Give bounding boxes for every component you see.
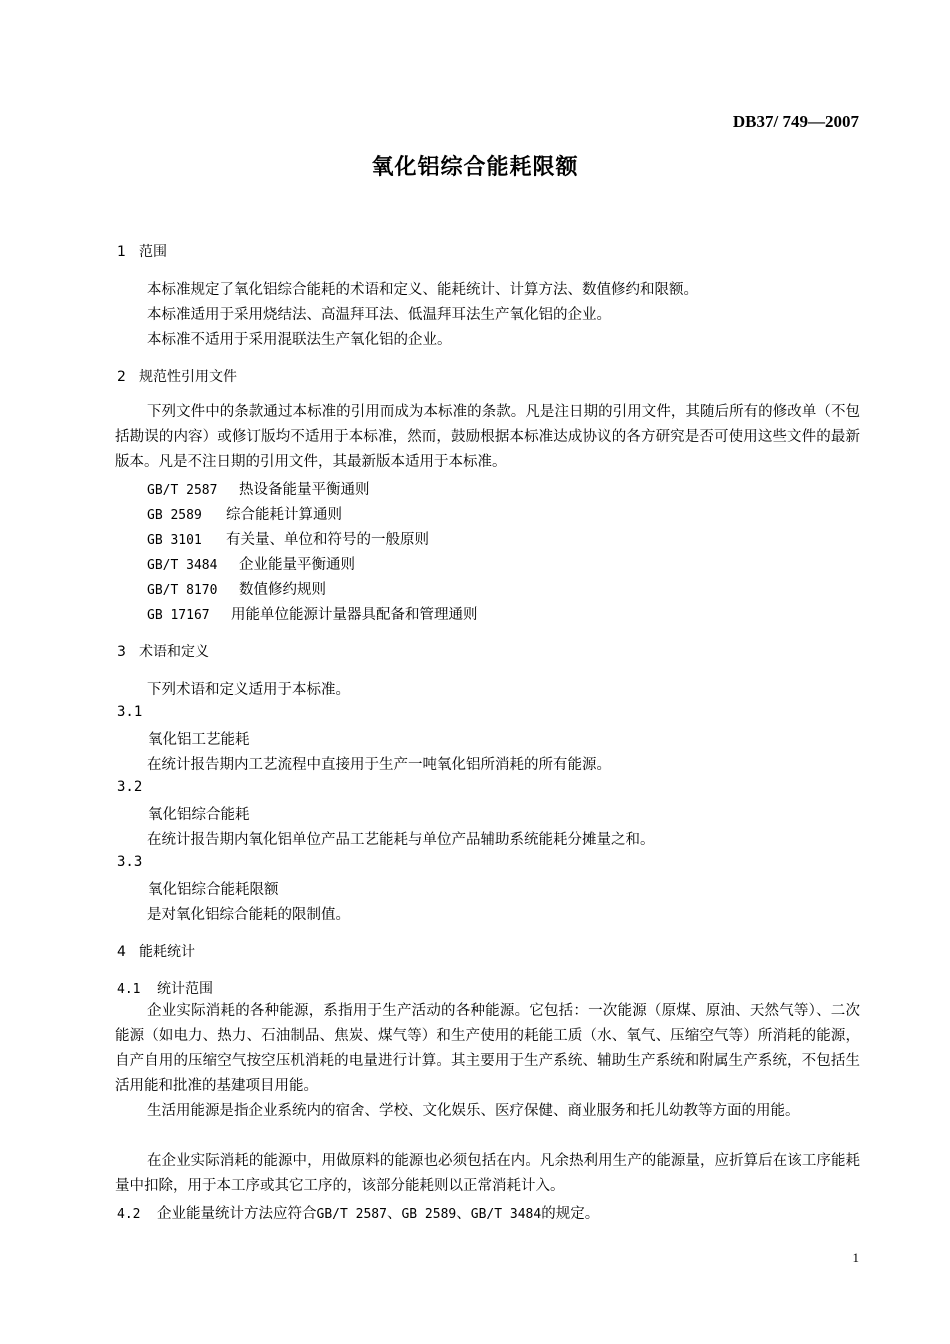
term-definition: 是对氧化铝综合能耗的限制值。	[147, 907, 350, 923]
term-name: 氧化铝综合能耗	[148, 807, 250, 823]
reference-code: GB 3101	[147, 533, 202, 548]
clause-number: 3.3	[117, 854, 143, 870]
section-title: 范围	[139, 244, 167, 260]
section-number: 1	[117, 244, 126, 260]
reference-name: 数值修约规则	[239, 582, 326, 598]
term-name: 氧化铝综合能耗限额	[148, 882, 279, 898]
subsection-4-1-paragraph-2: 生活用能源是指企业系统内的宿舍、学校、文化娱乐、医疗保健、商业服务和托儿幼教等方面的用能。	[147, 1103, 800, 1119]
term-definition: 在统计报告期内氧化铝单位产品工艺能耗与单位产品辅助系统能耗分摊量之和。	[147, 832, 655, 848]
reference-item	[147, 528, 429, 549]
reference-item	[147, 603, 478, 624]
separator: 、	[386, 1206, 402, 1222]
reference-item	[147, 553, 355, 574]
subsection-number: 4.2	[117, 1207, 141, 1222]
term-definition: 在统计报告期内工艺流程中直接用于生产一吨氧化铝所消耗的所有能源。	[147, 757, 611, 773]
reference-item	[147, 578, 326, 599]
section-1-heading	[117, 241, 167, 261]
subsection-number: 4.1	[117, 982, 141, 997]
clause-number: 3.1	[117, 704, 143, 720]
subsection-title: 统计范围	[157, 981, 213, 997]
reference-code: GB/T 3484	[470, 1207, 542, 1222]
subsection-4-2-text: 企业能量统计方法应符合	[157, 1206, 317, 1222]
standard-code: DB37/ 749—2007	[732, 112, 859, 131]
section-3-intro: 下列术语和定义适用于本标准。	[147, 682, 350, 698]
reference-name: 有关量、单位和符号的一般原则	[226, 532, 429, 548]
section-title: 能耗统计	[139, 944, 195, 960]
subsection-4-1-heading	[117, 978, 213, 998]
section-number: 3	[117, 644, 126, 660]
subsection-4-1-paragraph-1: 企业实际消耗的各种能源，系指用于生产活动的各种能源。它包括：一次能源（原煤、原油、天然气等）、二次能源（如电力、热力、石油制品、焦炭、煤气等）和生产使用的耗能工质（水、氧气、压缩空气等）所消耗的能源，自产自用的压缩空气按空压机消耗的电量进行计算。其主要用于生产系统、辅助生产系统和附属生产系统，不包括生活用能和批准的基建项目用能。	[115, 1003, 860, 1094]
separator: 、	[456, 1206, 471, 1222]
section-1-paragraph-3: 本标准不适用于采用混联法生产氧化铝的企业。	[147, 332, 452, 348]
subsection-4-2	[117, 1202, 599, 1223]
reference-code: GB/T 2587	[147, 483, 218, 498]
section-number: 4	[117, 944, 126, 960]
section-2-intro-paragraph: 下列文件中的条款通过本标准的引用而成为本标准的条款。凡是注日期的引用文件，其随后所有的修改单（不包括勘误的内容）或修订版均不适用于本标准，然而，鼓励根据本标准达成协议的各方研究是否可使用这些文件的最新版本。凡是不注日期的引用文件，其最新版本适用于本标准。	[115, 404, 860, 470]
section-1-paragraph-1: 本标准规定了氧化铝综合能耗的术语和定义、能耗统计、计算方法、数值修约和限额。	[147, 282, 698, 298]
reference-name: 企业能量平衡通则	[239, 557, 355, 573]
page-number: 1	[852, 1250, 859, 1265]
subsection-4-2-text-end: 的规定。	[541, 1206, 600, 1222]
reference-code: GB 17167	[147, 608, 210, 623]
reference-item	[147, 503, 342, 524]
section-2-heading	[117, 366, 237, 386]
reference-code: GB/T 3484	[147, 558, 218, 573]
document-title: 氧化铝综合能耗限额	[371, 155, 579, 180]
reference-code: GB/T 2587	[316, 1207, 387, 1222]
clause-number: 3.2	[117, 779, 143, 795]
section-4-heading	[117, 941, 195, 961]
term-name: 氧化铝工艺能耗	[148, 732, 250, 748]
reference-name: 综合能耗计算通则	[226, 507, 342, 523]
section-number: 2	[117, 369, 126, 385]
section-3-heading	[117, 641, 209, 661]
reference-code: GB/T 8170	[147, 583, 218, 598]
section-1-paragraph-2: 本标准适用于采用烧结法、高温拜耳法、低温拜耳法生产氧化铝的企业。	[147, 307, 611, 323]
section-title: 术语和定义	[139, 644, 209, 660]
subsection-4-1-paragraph-3: 在企业实际消耗的能源中，用做原料的能源也必须包括在内。凡余热利用生产的能源量，应折算后在该工序能耗量中扣除，用于本工序或其它工序的，该部分能耗则以正常消耗计入。	[115, 1153, 860, 1194]
reference-name: 用能单位能源计量器具配备和管理通则	[231, 607, 478, 623]
reference-name: 热设备能量平衡通则	[239, 482, 370, 498]
reference-code: GB 2589	[147, 508, 202, 523]
reference-item	[147, 478, 370, 499]
reference-code: GB 2589	[401, 1207, 457, 1222]
section-title: 规范性引用文件	[139, 369, 237, 385]
